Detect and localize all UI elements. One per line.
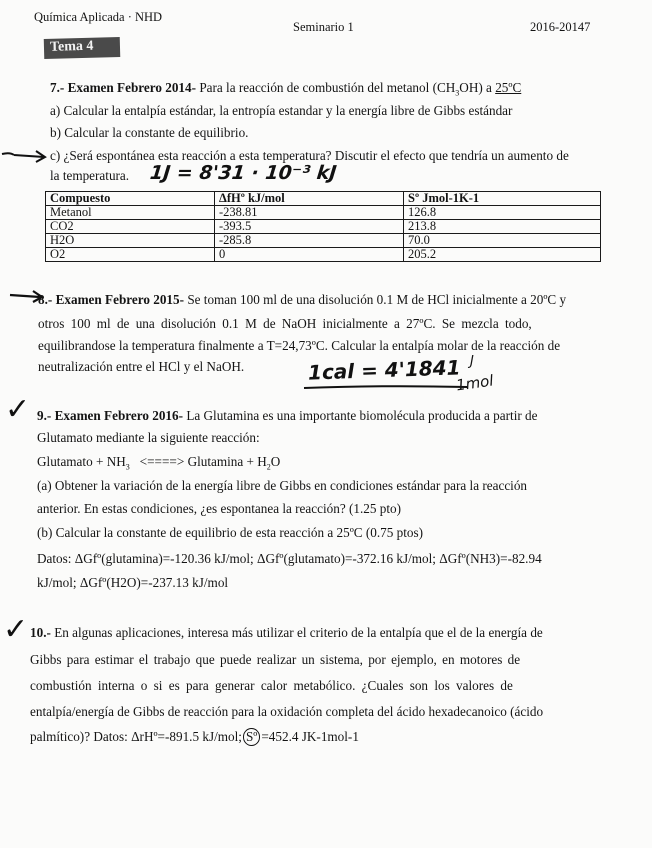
handwritten-unit-num: J (470, 354, 474, 369)
q8-line4: neutralización entre el HCl y el NaOH. (38, 359, 245, 374)
q8-line1: 8.- Examen Febrero 2015- Se toman 100 ml de una disolución 0.1 M de HCl inicialmente a 20ºC y (38, 292, 567, 307)
col-entropy: Sº Jmol-1K-1 (404, 192, 601, 206)
year-label: 2016-20147 (530, 20, 591, 34)
table-row: CO2 -393.5 213.8 (46, 220, 601, 234)
q9-reaction: Glutamato + $NH_3$ <====> Glutamina + $H_2O$ (37, 454, 281, 472)
checkmark-icon: ✓ (3, 612, 29, 647)
handwritten-calorie: 1cal = 4'1841 (307, 355, 461, 385)
session-label: Seminario 1 (293, 20, 354, 34)
q8-line3: equilibrandose la temperatura finalmente a T=24,73ºC. Calcular la entalpía molar de la reacción de (38, 338, 561, 353)
q7-formula-tail: OH) a (459, 80, 492, 95)
q7-intro: Para la reacción de combustión del metanol (CH (199, 80, 456, 95)
handwritten-joule: 1J = 8'31 · 10⁻³ kJ (148, 162, 338, 184)
q10-line1: 10.- En algunas aplicaciones, interesa más utilizar el criterio de la entalpía que el de la energía de (30, 625, 543, 640)
q10-line2: Gibbs para estimar el trabajo que puede realizar un sistema, por ejemplo, en motores de (30, 652, 521, 667)
q7-part-c: c) ¿Será espontánea esta reacción a esta temperatura? Discutir el efecto que tendría un aumento de (50, 148, 569, 163)
q7-heading: 7.- Examen Febrero 2014- Para la reacción de combustión del metanol $(CH_3OH)$ a 25ºC (50, 80, 522, 98)
q9-datos2: kJ/mol; ΔGfº(H2O)=-237.13 kJ/mol (37, 575, 229, 590)
q7-title: 7.- Examen Febrero 2014- (50, 80, 197, 95)
q9-b: (b) Calcular la constante de equilibrio de esta reacción a 25ºC (0.75 ptos) (37, 525, 424, 540)
table-row: H2O -285.8 70.0 (46, 234, 601, 248)
checkmark-icon: ✓ (5, 392, 31, 427)
table-row: O2 0 205.2 (46, 248, 601, 262)
q10-line4: entalpía/energía de Gibbs de reacción para la oxidación completa del ácido hexadecanoico (ácido (30, 704, 544, 719)
q9-line2: Glutamato mediante la siguiente reacción: (37, 430, 260, 445)
table-row: Metanol -238.81 126.8 (46, 206, 601, 220)
thermo-table (45, 191, 601, 262)
q7-part-b: b) Calcular la constante de equilibrio. (50, 125, 249, 140)
q7-part-c-cont: la temperatura. (50, 168, 130, 183)
q8-line2: otros 100 ml de una disolución 0.1 M de NaOH inicialmente a 27ºC. Se mezcla todo, (38, 316, 532, 331)
q10-line5: palmítico)? Datos: ΔrHº=-891.5 kJ/mol; Sº =452.4 JK-1mol-1 (30, 729, 359, 744)
q7-temp: 25ºC (495, 80, 522, 95)
tema-badge (44, 37, 120, 59)
col-enthalpy: ΔfHº kJ/mol (215, 192, 404, 206)
table-header-row (46, 192, 601, 206)
q9-datos1: Datos: ΔGfº(glutamina)=-120.36 kJ/mol; ΔGfº(glutamato)=-372.16 kJ/mol; ΔGfº(NH3)=-82.94 (37, 551, 542, 566)
q10-line3: combustión interna o si es para generar calor metabólico. ¿Cuales son los valores de (30, 678, 513, 693)
q9-line1: 9.- Examen Febrero 2016- La Glutamina es una importante biomolécula producida a partir de (37, 408, 538, 423)
q10-title: 10.- (30, 625, 51, 640)
q8-title: 8.- Examen Febrero 2015- (38, 292, 185, 307)
course-name: Química Aplicada · NHD (34, 10, 163, 24)
handwritten-underline (302, 384, 472, 390)
tema-label: Tema 4 (49, 38, 94, 55)
circled-entropy: Sº (243, 728, 260, 746)
hand-arrow-icon (0, 144, 52, 166)
q9-title: 9.- Examen Febrero 2016- (37, 408, 184, 423)
q9-a1: (a) Obtener la variación de la energía libre de Gibbs en condiciones estándar para la reacción (37, 478, 528, 493)
col-compound: Compuesto (46, 192, 215, 206)
handwritten-unit-den: 1mol (454, 371, 495, 395)
q9-a2: anterior. En estas condiciones, ¿es espontanea la reacción? (1.25 pto) (37, 501, 401, 516)
q7-part-a: a) Calcular la entalpía estándar, la entropía estandar y la energía libre de Gibbs estándar (50, 103, 513, 118)
